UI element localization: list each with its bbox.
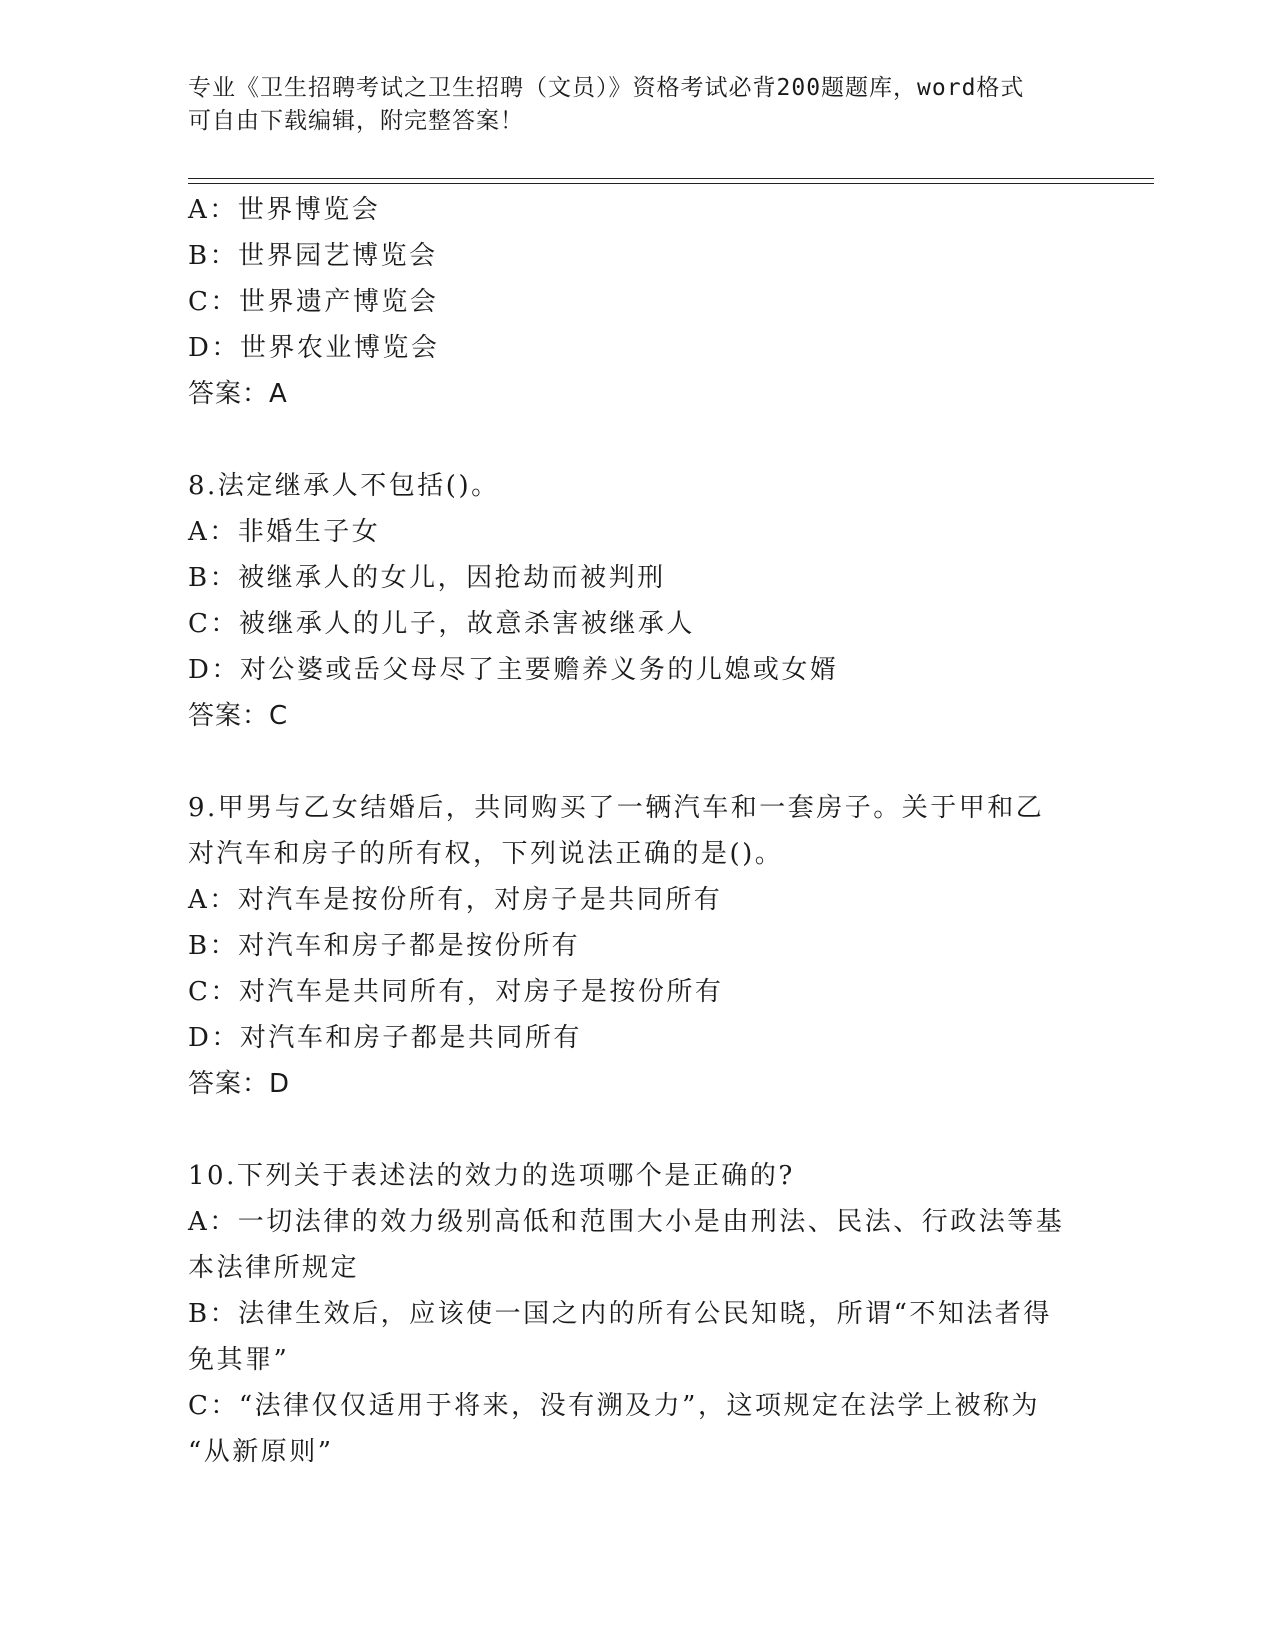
- header-divider: [188, 178, 1154, 184]
- q8-answer: 答案：C: [188, 701, 289, 731]
- q7-option-c: C：世界遗产博览会: [188, 287, 439, 317]
- question-7-continued: [188, 187, 1088, 417]
- q9-option-a: A：对汽车是按份所有，对房子是共同所有: [188, 885, 723, 915]
- spacer: [188, 1107, 1088, 1153]
- q8-option-b: B：被继承人的女儿，因抢劫而被判刑: [188, 563, 666, 593]
- document-body: [188, 187, 1088, 1475]
- q9-option-c: C：对汽车是共同所有，对房子是按份所有: [188, 977, 724, 1007]
- spacer: [188, 417, 1088, 463]
- q9-answer: 答案：D: [188, 1069, 291, 1099]
- q7-option-b: B：世界园艺博览会: [188, 241, 438, 271]
- question-9: [188, 785, 1088, 1107]
- q7-option-a: A：世界博览会: [188, 195, 381, 225]
- q10-option-a-line-1: A：一切法律的效力级别高低和范围大小是由刑法、民法、行政法等基: [188, 1207, 1065, 1237]
- header-title-line-1: 专业《卫生招聘考试之卫生招聘（文员）》资格考试必背200题题库，word格式: [188, 75, 1025, 101]
- question-8: [188, 463, 1088, 739]
- page-header: [188, 72, 1088, 138]
- q10-option-b-line-1: B：法律生效后，应该使一国之内的所有公民知晓，所谓“不知法者得: [188, 1299, 1052, 1329]
- q9-option-d: D：对汽车和房子都是共同所有: [188, 1023, 582, 1053]
- q10-option-a-line-2: 本法律所规定: [188, 1253, 360, 1283]
- question-10: [188, 1153, 1088, 1475]
- q7-option-d: D：世界农业博览会: [188, 333, 440, 363]
- spacer: [188, 739, 1088, 785]
- q10-option-b-line-2: 免其罪”: [188, 1345, 290, 1375]
- q9-stem-line-1: 9.甲男与乙女结婚后，共同购买了一辆汽车和一套房子。关于甲和乙: [188, 793, 1045, 823]
- q8-option-d: D：对公婆或岳父母尽了主要赡养义务的儿媳或女婿: [188, 655, 839, 685]
- q7-answer: 答案：A: [188, 379, 288, 409]
- q10-option-c-line-2: “从新原则”: [188, 1437, 334, 1467]
- q8-option-c: C：被继承人的儿子，故意杀害被继承人: [188, 609, 695, 639]
- q9-option-b: B：对汽车和房子都是按份所有: [188, 931, 581, 961]
- header-title-line-2: 可自由下载编辑，附完整答案！: [188, 108, 524, 134]
- q10-stem: 10.下列关于表述法的效力的选项哪个是正确的?: [188, 1161, 795, 1191]
- q8-stem: 8.法定继承人不包括()。: [188, 471, 500, 501]
- q8-option-a: A：非婚生子女: [188, 517, 381, 547]
- q10-option-c-line-1: C：“法律仅仅适用于将来，没有溯及力”，这项规定在法学上被称为: [188, 1391, 1040, 1421]
- q9-stem-line-2: 对汽车和房子的所有权，下列说法正确的是()。: [188, 839, 784, 869]
